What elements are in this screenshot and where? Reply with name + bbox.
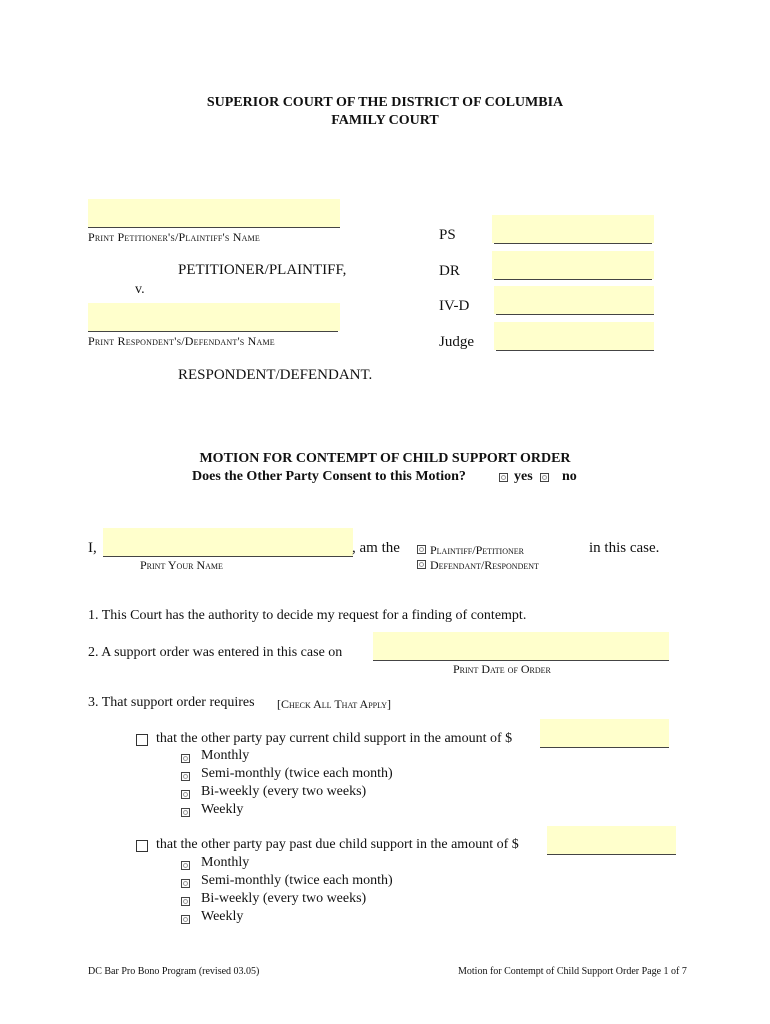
order-date-label: Print Date of Order — [453, 662, 551, 676]
consent-yes-label: yes — [514, 469, 533, 484]
plaintiff-label: Plaintiff/Petitioner — [430, 543, 525, 557]
consent-yes-checkbox[interactable] — [499, 473, 508, 482]
judge-line — [496, 350, 654, 351]
current-support-text: that the other party pay current child support in the amount of $ — [156, 731, 513, 746]
petitioner-name-field[interactable] — [88, 199, 340, 227]
ps-field[interactable] — [492, 215, 654, 243]
order-date-field[interactable] — [373, 632, 669, 660]
pastdue-weekly-label: Weekly — [201, 909, 244, 924]
pastdue-amount-field[interactable] — [547, 826, 676, 854]
pastdue-amount-line — [547, 854, 676, 855]
pastdue-semimonthly-checkbox[interactable] — [181, 879, 190, 888]
judge-label: Judge — [439, 334, 474, 350]
pastdue-semimonthly-label: Semi-monthly (twice each month) — [201, 873, 393, 888]
motion-title: MOTION FOR CONTEMPT OF CHILD SUPPORT ORDER — [199, 451, 571, 466]
current-weekly-label: Weekly — [201, 802, 244, 817]
defendant-checkbox[interactable] — [417, 560, 426, 569]
current-monthly-checkbox[interactable] — [181, 754, 190, 763]
respondent-name-label: Print Respondent's/Defendant's Name — [88, 334, 275, 348]
consent-question: Does the Other Party Consent to this Motion? — [192, 469, 466, 484]
petitioner-name-line — [88, 227, 340, 228]
current-support-checkbox[interactable] — [136, 734, 148, 746]
ps-label: PS — [439, 227, 456, 243]
pastdue-monthly-checkbox[interactable] — [181, 861, 190, 870]
dr-field[interactable] — [492, 251, 654, 279]
dr-label: DR — [439, 263, 460, 279]
item-3: 3. That support order requires — [88, 695, 255, 710]
pastdue-support-text: that the other party pay past due child support in the amount of $ — [156, 837, 519, 852]
ivd-line — [496, 314, 654, 315]
court-name: SUPERIOR COURT OF THE DISTRICT OF COLUMBIA — [206, 95, 564, 110]
versus: v. — [135, 282, 145, 297]
petitioner-role: PETITIONER/PLAINTIFF, — [178, 262, 347, 278]
current-weekly-checkbox[interactable] — [181, 808, 190, 817]
current-amount-line — [540, 747, 669, 748]
judge-field[interactable] — [494, 322, 654, 350]
footer-left: DC Bar Pro Bono Program (revised 03.05) — [88, 966, 260, 977]
dr-line — [494, 279, 652, 280]
current-semimonthly-checkbox[interactable] — [181, 772, 190, 781]
pastdue-weekly-checkbox[interactable] — [181, 915, 190, 924]
defendant-label: Defendant/Respondent — [430, 558, 539, 572]
current-amount-field[interactable] — [540, 719, 669, 747]
intro-in-case: in this case. — [589, 540, 660, 556]
consent-no-checkbox[interactable] — [540, 473, 549, 482]
court-division: FAMILY COURT — [331, 113, 439, 128]
item-3-note: [Check All That Apply] — [277, 697, 391, 711]
ivd-field[interactable] — [494, 286, 654, 314]
respondent-name-line — [88, 331, 338, 332]
pastdue-support-checkbox[interactable] — [136, 840, 148, 852]
your-name-field[interactable] — [103, 528, 353, 556]
your-name-line — [103, 556, 353, 557]
pastdue-biweekly-checkbox[interactable] — [181, 897, 190, 906]
item-2: 2. A support order was entered in this case on — [88, 645, 343, 660]
pastdue-biweekly-label: Bi-weekly (every two weeks) — [201, 891, 367, 906]
plaintiff-checkbox[interactable] — [417, 545, 426, 554]
footer-right: Motion for Contempt of Child Support Order Page 1 of 7 — [458, 966, 687, 977]
item-1: 1. This Court has the authority to decide my request for a finding of contempt. — [88, 608, 527, 623]
intro-i: I, — [88, 540, 97, 556]
respondent-role: RESPONDENT/DEFENDANT. — [178, 367, 373, 383]
current-monthly-label: Monthly — [201, 748, 250, 763]
current-semimonthly-label: Semi-monthly (twice each month) — [201, 766, 393, 781]
current-biweekly-checkbox[interactable] — [181, 790, 190, 799]
current-biweekly-label: Bi-weekly (every two weeks) — [201, 784, 367, 799]
order-date-line — [373, 660, 669, 661]
your-name-label: Print Your Name — [140, 558, 223, 572]
ivd-label: IV-D — [439, 298, 470, 314]
petitioner-name-label: Print Petitioner's/Plaintiff's Name — [88, 230, 261, 244]
intro-am-the: , am the — [352, 540, 400, 556]
respondent-name-field[interactable] — [88, 303, 340, 331]
consent-no-label: no — [562, 469, 577, 484]
pastdue-monthly-label: Monthly — [201, 855, 250, 870]
ps-line — [494, 243, 652, 244]
